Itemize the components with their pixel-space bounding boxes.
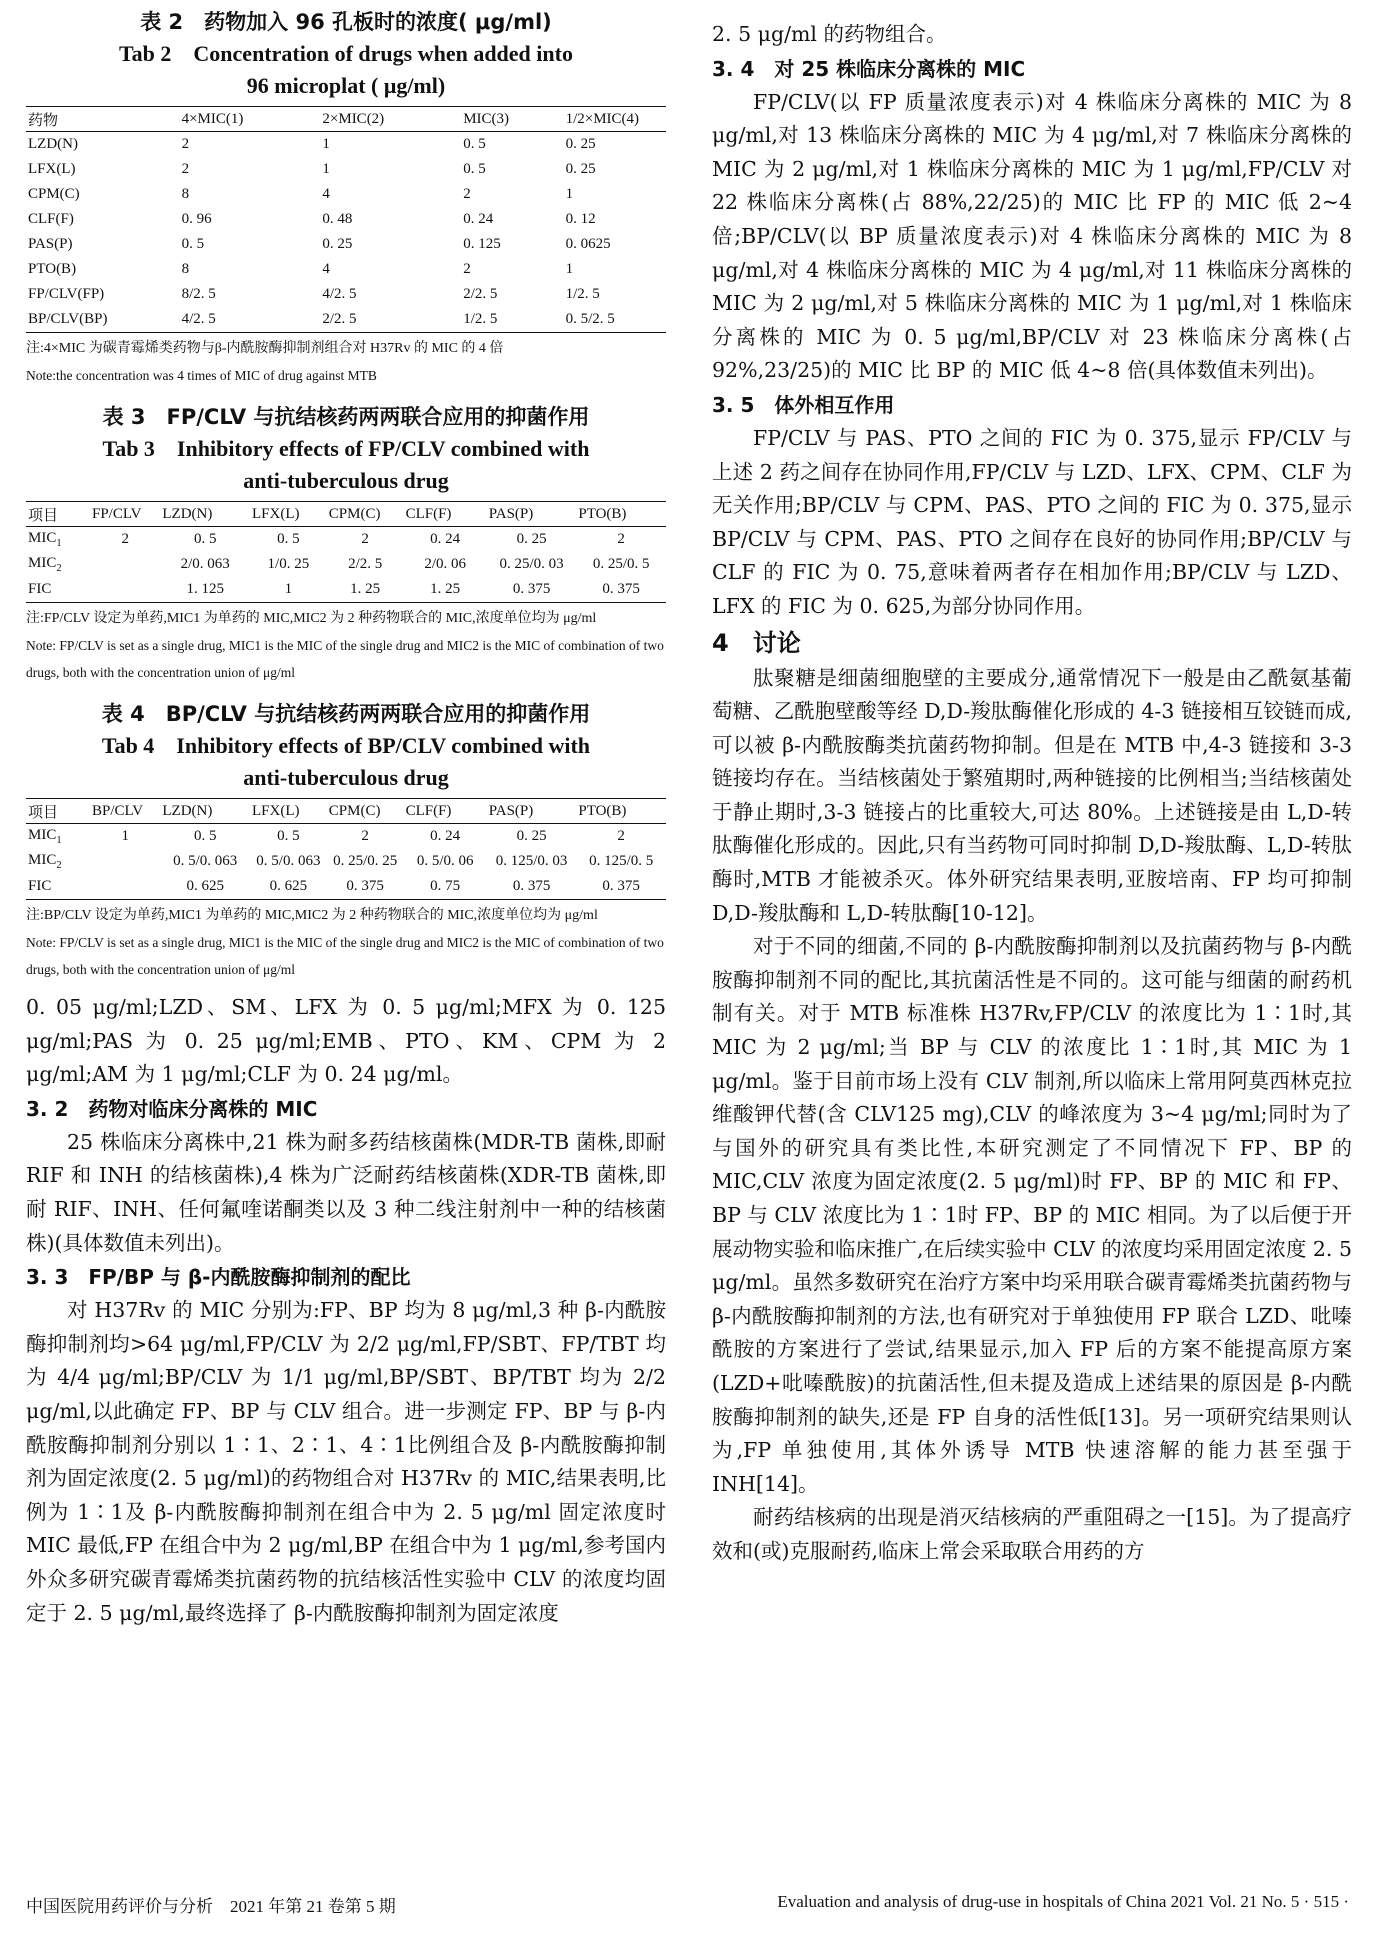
- table-cell: 0. 125/0. 5: [589, 853, 654, 869]
- table-cell: 2/2. 5: [463, 286, 498, 302]
- table-cell: 0. 375: [487, 577, 577, 603]
- table-cell: 1: [322, 161, 330, 177]
- table-3-header: FP/CLV: [90, 502, 160, 527]
- table-cell: 0. 5: [277, 828, 300, 844]
- table-cell: 0. 25/0. 5: [592, 556, 650, 572]
- table-cell: 2: [617, 828, 625, 844]
- row-label: FIC: [26, 577, 90, 603]
- table-4-caption-en-1: Tab 4 Inhibitory effects of BP/CLV combined with: [101, 733, 591, 758]
- table-3-header: LFX(L): [250, 502, 327, 527]
- table-cell: 1/2. 5: [461, 307, 563, 333]
- left-body: [26, 991, 666, 1630]
- table-cell: 4: [322, 261, 330, 277]
- paragraph: 0. 05 μg/ml;LZD、SM、LFX 为 0. 5 μg/ml;MFX 为 0. 125 μg/ml;PAS 为 0. 25 μg/ml;EMB、PTO、KM、CPM 为 2 μg/ml;AM 为 1 μg/ml;CLF 为 0. 24 μg/ml。: [26, 995, 666, 1087]
- table-cell: 2: [617, 531, 625, 547]
- table-cell: 0. 625: [160, 874, 250, 900]
- section-heading-3-2: 3. 2 药物对临床分离株的 MIC: [26, 1096, 318, 1121]
- table-4-header: CLF(F): [404, 799, 487, 824]
- section-heading-4: 4 讨论: [712, 628, 801, 657]
- table-cell: 1: [565, 186, 574, 202]
- table-4-header: PAS(P): [487, 799, 577, 824]
- table-cell: [90, 874, 160, 900]
- table-cell: 4/2. 5: [180, 307, 321, 333]
- table-cell: LZD(N): [28, 136, 78, 152]
- table-3-grid: [26, 501, 666, 603]
- paragraph: 耐药结核病的出现是消灭结核病的严重阻碍之一[15]。为了提高疗效和(或)克服耐药,临床上常会采取联合用药的方: [712, 1505, 1352, 1563]
- table-cell: 2/2. 5: [320, 307, 461, 333]
- table-4-caption-en-2: anti-tuberculous drug: [243, 765, 449, 790]
- table-row: [26, 207, 666, 232]
- table-cell: CLF(F): [28, 211, 74, 227]
- table-cell: 1/2. 5: [565, 286, 600, 302]
- paragraph: 肽聚糖是细菌细胞壁的主要成分,通常情况下一般是由乙酰氨基葡萄糖、乙酰胞壁酸等经 D,D-羧肽酶催化形成的 4-3 链接相互铰链而成,可以被 β-内酰胺酶类抗菌药物抑制。但是在 MTB 中,4-3 链接和 3-3 链接均存在。当结核菌处于繁殖期时,两种链接的比例相当;当结核菌处于静止期时,3-3 链接占的比重较大,可达 80%。上述链接是由 L,D-转肽酶催化形成的。因此,只有当药物可同时抑制 D,D-羧肽酶、L,D-转肽酶时,MTB 才能被杀灭。体外研究结果表明,亚胺培南、FP 均可抑制 D,D-羧肽酶和 L,D-转肽酶[10-12]。: [712, 665, 1352, 925]
- table-row: [26, 232, 666, 257]
- table-cell: 0. 125: [463, 236, 501, 252]
- table-cell: 0. 5: [463, 161, 486, 177]
- table-cell: 0. 625: [250, 874, 327, 900]
- table-cell: 0. 5: [463, 136, 486, 152]
- row-label: $MIC_1$: [28, 827, 62, 846]
- table-cell: 0. 5: [193, 828, 217, 844]
- table-cell: 0. 25: [516, 531, 547, 547]
- row-label: $MIC_1$: [28, 530, 62, 549]
- table-cell: 4/2. 5: [322, 286, 357, 302]
- table-cell: 2/0. 063: [180, 556, 230, 572]
- table-cell: BP/CLV(BP): [26, 307, 180, 333]
- table-cell: [90, 849, 160, 874]
- table-2-note-en: Note:the concentration was 4 times of MIC of drug against MTB: [26, 368, 377, 383]
- footer-journal-en: Evaluation and analysis of drug-use in hospitals of China 2021 Vol. 21 No. 5 · 515 ·: [777, 1892, 1349, 1911]
- table-cell: 1. 25: [404, 577, 487, 603]
- table-cell: 2: [463, 261, 471, 277]
- table-cell: 0. 12: [565, 211, 596, 227]
- table-cell: 0. 24: [430, 531, 461, 547]
- table-3-header-row: [26, 502, 666, 527]
- table-cell: CPM(C): [28, 186, 80, 202]
- left-column: [26, 0, 666, 1630]
- table-3-header: CPM(C): [327, 502, 404, 527]
- table-cell: 0. 25/0. 03: [499, 556, 564, 572]
- table-cell: 8/2. 5: [181, 286, 216, 302]
- table-cell: 1: [322, 136, 330, 152]
- section-heading-3-5: 3. 5 体外相互作用: [712, 392, 895, 417]
- table-4-header: LFX(L): [250, 799, 327, 824]
- paragraph: 对于不同的细菌,不同的 β-内酰胺酶抑制剂以及抗菌药物与 β-内酰胺酶抑制剂不同的配比,其抗菌活性是不同的。这可能与细菌的耐药机制有关。对于 MTB 标准株 H37Rv,FP/CLV 的浓度比为 1∶1时,其 MIC 为 2 μg/ml;当 BP 与 CLV 的浓度比 1∶1时,其 MIC 为 1 μg/ml。鉴于目前市场上没有 CLV 制剂,所以临床上常用阿莫西林克拉维酸钾代替(含 CLV125 mg),CLV 的峰浓度为 3~4 μg/ml;同时为了与国外的研究具有类比性,本研究测定了不同情况下 FP、BP 的 MIC,CLV 浓度为固定浓度(2. 5 μg/ml)时 FP、BP 的 MIC 和 FP、BP 与 CLV 浓度比为 1∶1时 FP、BP 的 MIC 相同。为了以后便于开展动物实验和临床推广,在后续实验中 CLV 的浓度均采用固定浓度 2. 5 μg/ml。虽然多数研究在治疗方案中均采用联合碳青霉烯类抗菌药物与 β-内酰胺酶抑制剂的方法,也有研究对于单独使用 FP 联合 LZD、吡嗪酰胺的方案进行了尝试,结果显示,加入 FP 后的方案不能提高原方案(LZD+吡嗪酰胺)的抗菌活性,但未提及造成上述结果的原因是 β-内酰胺酶抑制剂的缺失,还是 FP 自身的活性低[13]。另一项研究结果则认为,FP 单独使用,其体外诱导 MTB 快速溶解的能力甚至强于 INH[14]。: [712, 934, 1352, 1496]
- table-cell: 0. 24: [430, 828, 461, 844]
- table-cell: 0. 25/0. 25: [333, 853, 398, 869]
- table-cell: 0. 48: [322, 211, 353, 227]
- table-3: [26, 401, 666, 686]
- table-cell: 0. 375: [487, 874, 577, 900]
- table-cell: 1. 125: [160, 577, 250, 603]
- table-cell: 0. 375: [576, 577, 666, 603]
- table-cell: 0. 5/0. 063: [173, 853, 238, 869]
- table-3-caption-cn: 表 3 FP/CLV 与抗结核药两两联合应用的抑菌作用: [102, 405, 590, 429]
- table-row: [26, 182, 666, 207]
- table-row: [26, 849, 666, 874]
- table-cell: 0. 5/0. 063: [256, 853, 321, 869]
- paragraph: 2. 5 μg/ml 的药物组合。: [712, 22, 947, 46]
- table-cell: [90, 552, 160, 577]
- section-heading-3-4: 3. 4 对 25 株临床分离株的 MIC: [712, 56, 1026, 81]
- row-label: $MIC_2$: [28, 852, 62, 871]
- table-cell: 0. 5: [181, 236, 205, 252]
- table-cell: 0. 5: [193, 531, 217, 547]
- table-2-note-cn: 注:4×MIC 为碳青霉烯类药物与β-内酰胺酶抑制剂组合对 H37Rv 的 MIC 的 4 倍: [26, 341, 504, 356]
- table-2-header: MIC(3): [461, 107, 563, 132]
- table-cell: FP/CLV(FP): [28, 286, 105, 302]
- row-label: $MIC_2$: [28, 555, 62, 574]
- table-3-caption-en-2: anti-tuberculous drug: [243, 468, 449, 493]
- paragraph: 对 H37Rv 的 MIC 分别为:FP、BP 均为 8 μg/ml,3 种 β-内酰胺酶抑制剂均>64 μg/ml,FP/CLV 为 2/2 μg/ml,FP/SBT、FP/TBT 均为 4/4 μg/ml;BP/CLV 为 1/1 μg/ml,BP/SBT、BP/TBT 均为 2/2 μg/ml,以此确定 FP、BP 与 CLV 组合。进一步测定 FP、BP 与 β-内酰胺酶抑制剂分别以 1∶1、2∶1、4∶1比例组合及 β-内酰胺酶抑制剂为固定浓度(2. 5 μg/ml)的药物组合对 H37Rv 的 MIC,结果表明,比例为 1∶1及 β-内酰胺酶抑制剂在组合中为 2. 5 μg/ml 固定浓度时 MIC 最低,FP 在组合中为 2 μg/ml,BP 在组合中为 1 μg/ml,参考国内外众多研究碳青霉烯类抗菌药物的抗结核活性实验中 CLV 的浓度均固定于 2. 5 μg/ml,最终选择了 β-内酰胺酶抑制剂为固定浓度: [26, 1298, 666, 1625]
- table-cell: 1: [250, 577, 327, 603]
- table-4-header: LZD(N): [160, 799, 250, 824]
- table-2: [26, 6, 666, 389]
- table-cell: 2: [181, 136, 190, 152]
- paragraph: 25 株临床分离株中,21 株为耐多药结核菌株(MDR-TB 菌株,即耐 RIF 和 INH 的结核菌株),4 株为广泛耐药结核菌株(XDR-TB 菌株,即耐 RIF、INH、任何氟喹诺酮类以及 3 种二线注射剂中一种的结核菌株)(具体数值未列出)。: [26, 1129, 666, 1255]
- table-row: [26, 282, 666, 307]
- table-cell: LFX(L): [28, 161, 76, 177]
- table-3-header: LZD(N): [160, 502, 250, 527]
- table-3-note-cn: 注:FP/CLV 设定为单药,MIC1 为单药的 MIC,MIC2 为 2 种药物联合的 MIC,浓度单位均为 μg/ml: [26, 611, 597, 626]
- section-heading-3-3: 3. 3 FP/BP 与 β-内酰胺酶抑制剂的配比: [26, 1265, 411, 1290]
- table-row: [26, 132, 666, 158]
- table-cell: 2: [181, 161, 190, 177]
- table-4-header: 项目: [26, 799, 90, 824]
- table-row: [26, 824, 666, 850]
- table-row: [26, 257, 666, 282]
- table-row: [26, 157, 666, 182]
- table-cell: 8: [181, 186, 190, 202]
- table-4-header: PTO(B): [576, 799, 666, 824]
- table-row: [26, 527, 666, 553]
- table-cell: 0. 5: [277, 531, 300, 547]
- paragraph: FP/CLV 与 PAS、PTO 之间的 FIC 为 0. 375,显示 FP/CLV 与上述 2 药之间存在协同作用,FP/CLV 与 LZD、LFX、CPM、CLF 为无关作用;BP/CLV 与 CPM、PAS、PTO 之间的 FIC 为 0. 375,显示 BP/CLV 与 CPM、PAS、PTO 之间存在良好的协同作用;BP/CLV 与 CLF 的 FIC 为 0. 75,意味着两者存在相加作用;BP/CLV 与 LZD、LFX 的 FIC 为 0. 625,为部分协同作用。: [712, 425, 1352, 618]
- table-cell: 0. 25: [565, 136, 596, 152]
- table-3-caption-en-1: Tab 3 Inhibitory effects of FP/CLV combined with: [102, 436, 590, 461]
- table-cell: 1. 25: [327, 577, 404, 603]
- right-column: [712, 18, 1352, 1569]
- table-row: [26, 577, 666, 603]
- table-4-note-cn: 注:BP/CLV 设定为单药,MIC1 为单药的 MIC,MIC2 为 2 种药物联合的 MIC,浓度单位均为 μg/ml: [26, 908, 598, 923]
- table-3-header: PTO(B): [576, 502, 666, 527]
- table-cell: 2: [361, 531, 369, 547]
- table-cell: 0. 25: [516, 828, 547, 844]
- table-2-header: 4×MIC(1): [180, 107, 321, 132]
- table-cell: 0. 5/2. 5: [564, 307, 666, 333]
- table-row: [26, 874, 666, 900]
- table-3-note-en: Note: FP/CLV is set as a single drug, MIC1 is the MIC of the single drug and MIC2 is the MIC of combination of two drugs, both with the concentration union of μg/ml: [26, 638, 664, 680]
- table-2-header: 2×MIC(2): [320, 107, 461, 132]
- table-cell: 8: [181, 261, 190, 277]
- table-cell: 0. 25: [565, 161, 596, 177]
- table-cell: 0. 375: [327, 874, 404, 900]
- table-cell: 2/2. 5: [348, 556, 383, 572]
- table-cell: 1: [565, 261, 574, 277]
- table-4-header-row: [26, 799, 666, 824]
- table-4-header: BP/CLV: [90, 799, 160, 824]
- table-cell: 1: [121, 828, 129, 844]
- table-4: [26, 698, 666, 983]
- table-cell: 1/0. 25: [267, 556, 310, 572]
- table-cell: 0. 75: [404, 874, 487, 900]
- table-2-caption-en-1: Tab 2 Concentration of drugs when added into: [119, 41, 573, 66]
- table-2-header: 药物: [26, 107, 180, 132]
- table-cell: 0. 24: [463, 211, 494, 227]
- table-cell: 2: [463, 186, 471, 202]
- table-2-caption-en-2: 96 microplat ( μg/ml): [246, 73, 446, 98]
- table-cell: 2/0. 06: [424, 556, 466, 572]
- footer-journal-cn: 中国医院用药评价与分析 2021 年第 21 卷第 5 期: [26, 1897, 396, 1916]
- table-cell: 0. 96: [181, 211, 212, 227]
- table-cell: 2: [121, 531, 129, 547]
- table-cell: 2: [361, 828, 369, 844]
- table-cell: 0. 25: [322, 236, 353, 252]
- table-3-header: CLF(F): [404, 502, 487, 527]
- table-cell: 0. 5/0. 06: [416, 853, 474, 869]
- table-4-header: CPM(C): [327, 799, 404, 824]
- table-cell: 4: [322, 186, 330, 202]
- table-cell: PTO(B): [28, 261, 77, 277]
- row-label: FIC: [26, 874, 90, 900]
- table-3-header: PAS(P): [487, 502, 577, 527]
- table-4-caption-cn: 表 4 BP/CLV 与抗结核药两两联合应用的抑菌作用: [101, 702, 591, 726]
- table-2-header: 1/2×MIC(4): [564, 107, 666, 132]
- table-2-caption-cn: 表 2 药物加入 96 孔板时的浓度( μg/ml): [140, 10, 552, 34]
- table-4-note-en: Note: FP/CLV is set as a single drug, MIC1 is the MIC of the single drug and MIC2 is the MIC of combination of two drugs, both with the concentration union of μg/ml: [26, 935, 664, 977]
- table-2-header-row: [26, 107, 666, 132]
- table-cell: 0. 375: [576, 874, 666, 900]
- table-4-grid: [26, 798, 666, 900]
- table-3-header: 项目: [26, 502, 90, 527]
- paragraph: FP/CLV(以 FP 质量浓度表示)对 4 株临床分离株的 MIC 为 8 μg/ml,对 13 株临床分离株的 MIC 为 4 μg/ml,对 7 株临床分离株的 MIC 为 2 μg/ml,对 1 株临床分离株的 MIC 为 1 μg/ml,FP/CLV 对 22 株临床分离株(占 88%,22/25)的 MIC 比 FP 的 MIC 低 2~4 倍;BP/CLV(以 BP 质量浓度表示)对 4 株临床分离株的 MIC 为 8 μg/ml,对 4 株临床分离株的 MIC 为 4 μg/ml,对 11 株临床分离株的 MIC 为 2 μg/ml,对 5 株临床分离株的 MIC 为 1 μg/ml,对 1 株临床分离株的 MIC 为 0. 5 μg/ml,BP/CLV 对 23 株临床分离株(占 92%,23/25)的 MIC 比 BP 的 MIC 低 4~8 倍(具体数值未列出)。: [712, 89, 1352, 383]
- table-cell: [90, 577, 160, 603]
- table-row: [26, 552, 666, 577]
- table-2-grid: [26, 106, 666, 333]
- table-cell: 0. 125/0. 03: [495, 853, 568, 869]
- table-cell: 0. 0625: [565, 236, 611, 252]
- table-cell: PAS(P): [28, 236, 73, 252]
- table-row: [26, 307, 666, 333]
